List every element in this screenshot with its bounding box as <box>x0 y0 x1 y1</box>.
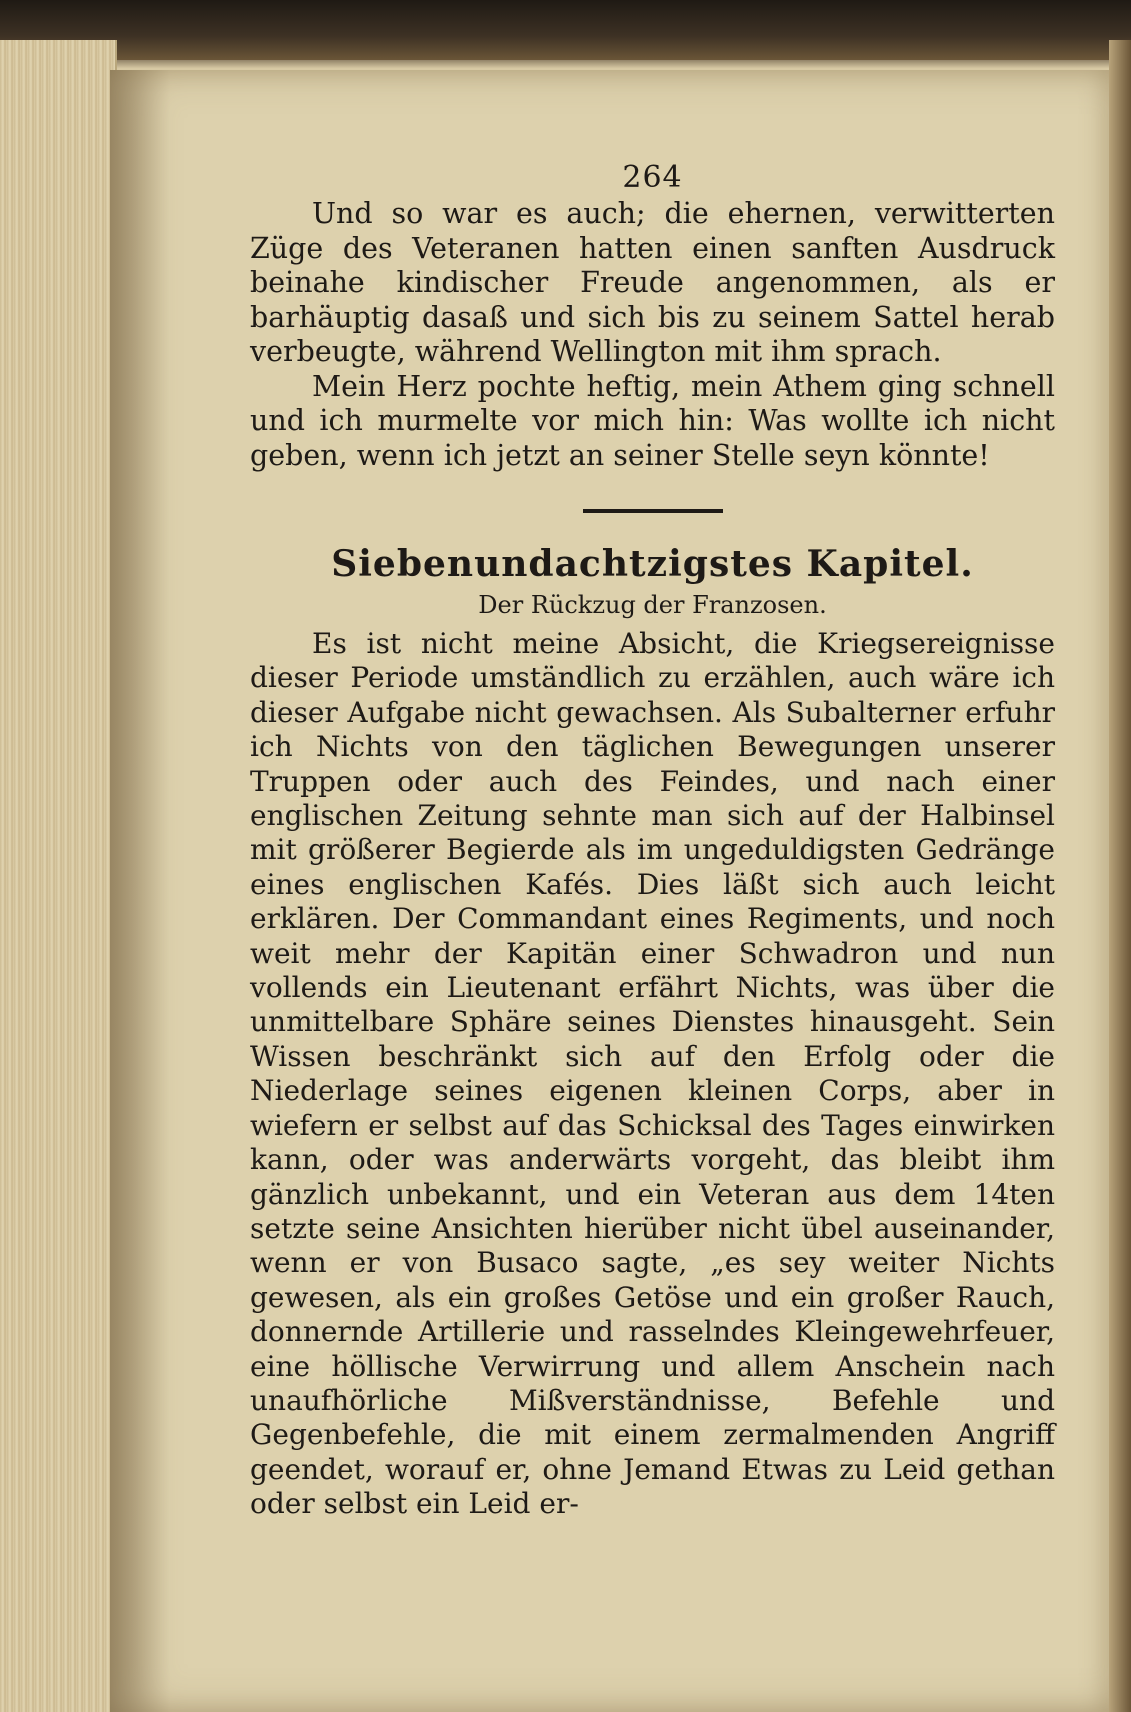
paragraph-2: Mein Herz pochte heftig, mein Athem ging schnell und ich murmelte vor mich hin: Was wollte ich nicht geben, wenn ich jetzt an seiner Stelle seyn könnte! <box>250 369 1055 472</box>
chapter-title: Siebenundachtzigstes Kapitel. <box>331 543 974 585</box>
book-binding <box>0 0 1131 60</box>
page-content <box>250 160 1055 1522</box>
gutter-shadow <box>110 70 170 1712</box>
chapter-subtitle: Der Rückzug der Franzosen. <box>478 591 827 619</box>
section-divider <box>583 509 723 513</box>
page-number: 264 <box>622 160 683 195</box>
right-edge <box>1109 40 1131 1712</box>
paragraph-1: Und so war es auch; die ehernen, verwitterten Züge des Veteranen hatten einen sanften Ausdruck beinahe kindischer Freude angenommen, als er barhäuptig dasaß und sich bis zu seinem Sattel herab verbeugte, während Wellington mit ihm sprach. <box>250 197 1055 368</box>
page-edges <box>0 40 117 1712</box>
chapter-body: Es ist nicht meine Absicht, die Kriegsereignisse dieser Periode umständlich zu erzählen, auch wäre ich dieser Aufgabe nicht gewachsen. Als Subalterner erfuhr ich Nichts von den täglichen Bewegungen unserer Truppen oder auch des Feindes, und nach einer englischen Zeitung sehnte man sich auf der Halbinsel mit größerer Begierde als im ungeduldigsten Gedränge eines englischen Kafés. Dies läßt sich auch leicht erklären. Der Commandant eines Regiments, und noch weit mehr der Kapitän einer Schwadron und nun vollends ein Lieutenant erfährt Nichts, was über die unmittelbare Sphäre seines Dienstes hinausgeht. Sein Wissen beschränkt sich auf den Erfolg oder die Niederlage seines eigenen kleinen Corps, aber in wiefern er selbst auf das Schicksal des Tages einwirken kann, oder was anderwärts vorgeht, das bleibt ihm gänzlich unbekannt, und ein Veteran aus dem 14ten setzte seine Ansichten hierüber nicht übel auseinander, wenn er von Busaco sagte, „es sey weiter Nichts gewesen, als ein großes Getöse und ein großer Rauch, donnernde Artillerie und rasselndes Kleingewehrfeuer, eine höllische Verwirrung und allem Anschein nach unaufhörliche Mißverständnisse, Befehle und Gegenbefehle, die mit einem zermalmenden Angriff geendet, worauf er, ohne Jemand Etwas zu Leid gethan oder selbst ein Leid er- <box>250 627 1055 1521</box>
